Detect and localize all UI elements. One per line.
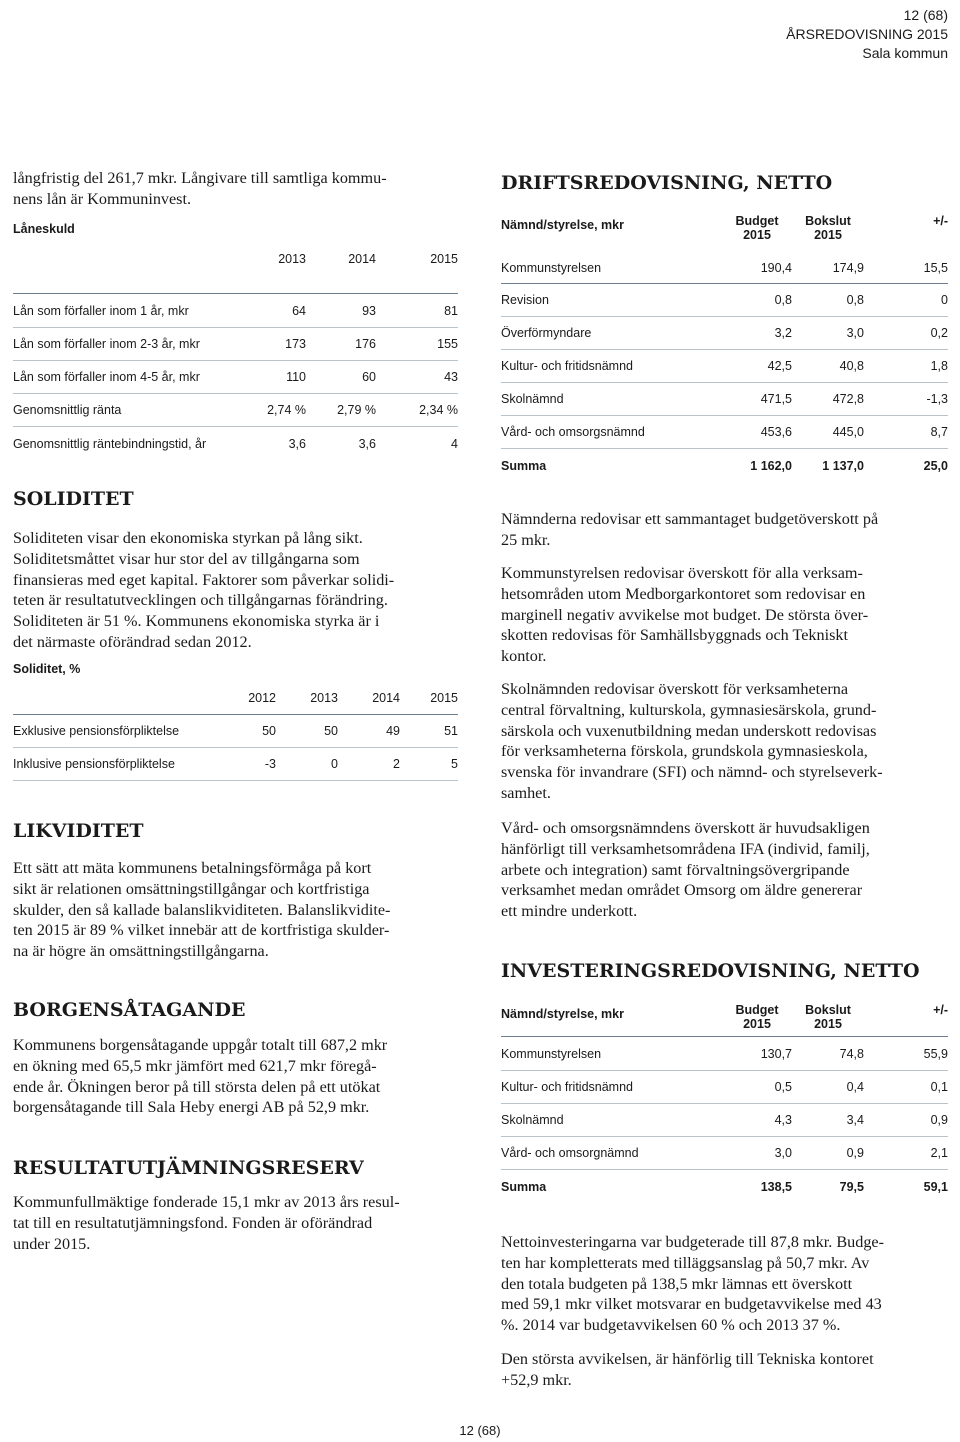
cell: 0 bbox=[941, 293, 948, 307]
invest-heading: INVESTERINGSREDOVISNING, NETTO bbox=[501, 960, 920, 982]
row-label: Lån som förfaller inom 2-3 år, mkr bbox=[13, 337, 200, 351]
cell: 3,6 bbox=[358, 436, 376, 451]
cell: -3 bbox=[264, 757, 276, 771]
table-row bbox=[13, 361, 458, 394]
cell: 74,8 bbox=[839, 1046, 864, 1061]
row-label: Lån som förfaller inom 1 år, mkr bbox=[13, 303, 189, 318]
table-row bbox=[501, 252, 948, 284]
cell: 0,8 bbox=[774, 293, 792, 307]
table-row bbox=[501, 1037, 948, 1071]
row-label: Kultur- och fritidsnämnd bbox=[501, 1080, 634, 1094]
summa-row bbox=[501, 449, 948, 483]
row-label: Exklusive pensionsförpliktelse bbox=[13, 724, 180, 738]
summa-row bbox=[501, 1170, 948, 1204]
cell: 0,1 bbox=[930, 1080, 948, 1094]
row-label: Revision bbox=[501, 293, 549, 307]
drift-paragraph: Nämnderna redovisar ett sammantaget budgetöverskott på 25 mkr. bbox=[501, 510, 879, 549]
invest-paragraph: Den största avvikelsen, är hänförlig till Tekniska kontoret +52,9 mkr. bbox=[501, 1350, 874, 1389]
cell: 0,9 bbox=[846, 1146, 864, 1160]
footer-page-number: 12 (68) bbox=[459, 1423, 501, 1438]
cell: 0,4 bbox=[846, 1080, 864, 1094]
cell: 1,8 bbox=[930, 359, 948, 373]
cell: 50 bbox=[324, 724, 338, 738]
cell: 2 bbox=[393, 757, 400, 771]
table-row bbox=[13, 715, 458, 748]
col-label: Nämnd/styrelse, mkr bbox=[501, 218, 624, 232]
cell: 471,5 bbox=[760, 392, 792, 406]
col-budget: Budget 2015 bbox=[735, 214, 779, 242]
year-2014: 2014 bbox=[348, 252, 376, 266]
likviditet-heading: LIKVIDITET bbox=[13, 820, 144, 842]
cell: 4 bbox=[451, 436, 458, 451]
row-label: Summa bbox=[501, 1180, 547, 1194]
year-2013: 2013 bbox=[278, 252, 306, 266]
col-bokslut: Bokslut 2015 bbox=[805, 1003, 851, 1031]
soliditet-text: Soliditeten visar den ekonomiska styrkan på lång sikt. Soliditetsmåttet visar hur stor del av tillgångarna som finansieras med eget kapital. Faktorer som påverkar solidi- teten är resultatutvecklingen och tillgångarnas förändring. Soliditeten är 51 %. Kommunens ekonomiska styrka är i det närmaste oförändrad sedan 2012. bbox=[13, 529, 395, 651]
cell: 3,0 bbox=[846, 326, 864, 340]
cell: 130,7 bbox=[760, 1046, 792, 1061]
cell: 15,5 bbox=[923, 260, 948, 275]
table-row bbox=[501, 317, 948, 350]
cell: 59,1 bbox=[923, 1180, 948, 1194]
cell: 5 bbox=[451, 757, 458, 771]
row-label: Genomsnittlig räntebindningstid, år bbox=[13, 436, 207, 451]
cell: 2,1 bbox=[930, 1146, 948, 1160]
year-2014: 2014 bbox=[372, 691, 400, 705]
col-label: Nämnd/styrelse, mkr bbox=[501, 1007, 624, 1021]
cell: 42,5 bbox=[767, 359, 792, 373]
soliditet-table-title: Soliditet, % bbox=[13, 662, 81, 676]
row-label: Överförmyndare bbox=[501, 326, 592, 340]
organization-name: Sala kommun bbox=[862, 45, 948, 61]
cell: 2,34 % bbox=[419, 403, 458, 417]
table-row bbox=[501, 1137, 948, 1170]
row-label: Summa bbox=[501, 459, 547, 473]
row-label: Vård- och omsorgnämnd bbox=[501, 1146, 639, 1160]
cell: 8,7 bbox=[930, 425, 948, 439]
row-label: Lån som förfaller inom 4-5 år, mkr bbox=[13, 370, 200, 384]
cell: 3,2 bbox=[774, 326, 792, 340]
loan-table-title: Låneskuld bbox=[13, 222, 75, 236]
loan-table bbox=[13, 222, 458, 460]
cell: 174,9 bbox=[832, 260, 864, 275]
col-bokslut: Bokslut 2015 bbox=[805, 214, 851, 242]
cell: 138,5 bbox=[760, 1180, 792, 1194]
invest-table-header bbox=[501, 1003, 948, 1037]
year-2012: 2012 bbox=[248, 691, 276, 705]
year-2013: 2013 bbox=[310, 691, 338, 705]
cell: 3,0 bbox=[774, 1146, 792, 1160]
cell: 445,0 bbox=[832, 425, 864, 439]
col-diff: +/- bbox=[933, 1003, 948, 1017]
loan-table-header bbox=[13, 252, 458, 294]
row-label: Kommunstyrelsen bbox=[501, 260, 602, 275]
resultat-text: Kommunfullmäktige fonderade 15,1 mkr av 2013 års resul- tat till en resultatutjämningsfond. Fonden är oförändrad under 2015. bbox=[13, 1193, 400, 1253]
drift-paragraph: Kommunstyrelsen redovisar överskott för alla verksam- hetsområden utom Medborgarkontoret som redovisar en marginell negativ avvikelse mot budget. De största över- skotten redovisas för Samhällsbyggnads och Tekniskt kontor. bbox=[501, 564, 869, 666]
table-row bbox=[501, 350, 948, 383]
cell: 81 bbox=[444, 303, 458, 318]
cell: 0 bbox=[331, 757, 338, 771]
cell: 2,79 % bbox=[337, 403, 376, 417]
cell: 79,5 bbox=[839, 1180, 864, 1194]
cell: 55,9 bbox=[923, 1046, 948, 1061]
cell: -1,3 bbox=[926, 392, 948, 406]
cell: 60 bbox=[362, 370, 376, 384]
intro-text: långfristig del 261,7 mkr. Långivare till samtliga kommu- nens lån är Kommuninvest. bbox=[13, 169, 387, 208]
year-2015: 2015 bbox=[430, 691, 458, 705]
table-row bbox=[13, 294, 458, 328]
soliditet-table bbox=[13, 662, 458, 781]
cell: 0,2 bbox=[930, 326, 948, 340]
cell: 176 bbox=[355, 337, 376, 351]
cell: 453,6 bbox=[760, 425, 792, 439]
table-row bbox=[501, 284, 948, 317]
invest-table bbox=[501, 1003, 948, 1204]
cell: 43 bbox=[444, 370, 458, 384]
table-row bbox=[13, 427, 458, 460]
cell: 51 bbox=[444, 724, 458, 738]
borgen-heading: BORGENSÅTAGANDE bbox=[13, 999, 246, 1021]
report-title: ÅRSREDOVISNING 2015 bbox=[786, 26, 948, 42]
cell: 64 bbox=[292, 303, 306, 318]
cell: 0,5 bbox=[774, 1080, 792, 1094]
cell: 472,8 bbox=[832, 392, 864, 406]
cell: 190,4 bbox=[760, 260, 792, 275]
table-row bbox=[13, 394, 458, 427]
drift-heading: DRIFTSREDOVISNING, NETTO bbox=[501, 172, 833, 194]
cell: 173 bbox=[285, 337, 306, 351]
cell: 3,6 bbox=[288, 436, 306, 451]
cell: 1 162,0 bbox=[750, 459, 792, 473]
drift-table bbox=[501, 214, 948, 483]
row-label: Skolnämnd bbox=[501, 1113, 564, 1127]
row-label: Genomsnittlig ränta bbox=[13, 403, 122, 417]
cell: 3,4 bbox=[846, 1113, 864, 1127]
resultat-heading: RESULTATUTJÄMNINGSRESERV bbox=[13, 1157, 364, 1179]
year-2015: 2015 bbox=[430, 252, 458, 266]
drift-table-header bbox=[501, 214, 948, 252]
col-diff: +/- bbox=[933, 214, 948, 228]
cell: 40,8 bbox=[839, 359, 864, 373]
table-row bbox=[501, 383, 948, 416]
left-column bbox=[13, 169, 458, 1253]
table-row bbox=[13, 328, 458, 361]
soliditet-table-header bbox=[13, 682, 458, 715]
table-row bbox=[501, 1104, 948, 1137]
soliditet-heading: SOLIDITET bbox=[13, 488, 134, 510]
invest-paragraph: Nettoinvesteringarna var budgeterade till 87,8 mkr. Budge- ten har kompletterats med tilläggsanslag på 50,7 mkr. Av den totala budgeten på 138,5 mkr lämnas ett överskott med 59,1 mkr vilket motsvarar en budgetavvikelse med 43 %. 2014 var budgetavvikelsen 60 % och 2013 37 %. bbox=[501, 1233, 884, 1335]
cell: 93 bbox=[362, 303, 376, 318]
row-label: Kultur- och fritidsnämnd bbox=[501, 359, 634, 373]
cell: 50 bbox=[262, 724, 276, 738]
table-row bbox=[13, 748, 458, 781]
row-label: Skolnämnd bbox=[501, 392, 564, 406]
cell: 155 bbox=[437, 337, 458, 351]
borgen-text: Kommunens borgensåtagande uppgår totalt till 687,2 mkr en ökning med 65,5 mkr jämfört med 621,7 mkr föregå- ende år. Ökningen beror på till största delen på ett utökat borgensåtagande till Sala Heby energi AB på 52,9 mkr. bbox=[13, 1036, 388, 1117]
table-row bbox=[501, 1071, 948, 1104]
row-label: Vård- och omsorgsnämnd bbox=[501, 425, 645, 439]
page-header bbox=[786, 6, 948, 63]
cell: 110 bbox=[286, 370, 306, 384]
cell: 1 137,0 bbox=[822, 459, 864, 473]
likviditet-text: Ett sätt att mäta kommunens betalningsförmåga på kort sikt är relationen omsättningstillgångar och kortfristiga skulder, den så kallade balanslikviditeten. Balanslikvidite- ten 2015 är 89 % vilket innebär att de kortfristiga skulder- na är högre än omsättningstillgångarna. bbox=[13, 859, 391, 961]
drift-paragraph: Vård- och omsorgsnämndens överskott är huvudsakligen hänförligt till verksamhetsområdena IFA (individ, familj, arbete och integration) samt förvaltningsövergripande verksamhet medan området Omsorg om äldre genererar ett mindre underkott. bbox=[501, 819, 870, 921]
row-label: Inklusive pensionsförpliktelse bbox=[13, 757, 175, 771]
cell: 4,3 bbox=[774, 1113, 792, 1127]
cell: 2,74 % bbox=[267, 403, 306, 417]
drift-paragraph: Skolnämnden redovisar överskott för verksamheterna central förvaltning, kulturskola, gymnasiesärskola, grund- särskola och vuxenutbildning medan underskott redovisas för verksamheterna förskola, grundskola gymnasieskola, svenska för invandrare (SFI) och nämnd- och styrelseverk- samhet. bbox=[501, 680, 883, 802]
cell: 25,0 bbox=[923, 459, 948, 473]
cell: 0,9 bbox=[930, 1113, 948, 1127]
page-footer bbox=[0, 1423, 960, 1438]
col-budget: Budget 2015 bbox=[735, 1003, 779, 1031]
cell: 0,8 bbox=[846, 293, 864, 307]
row-label: Kommunstyrelsen bbox=[501, 1046, 602, 1061]
table-row bbox=[501, 416, 948, 449]
cell: 49 bbox=[386, 724, 400, 738]
page-number: 12 (68) bbox=[903, 7, 948, 23]
